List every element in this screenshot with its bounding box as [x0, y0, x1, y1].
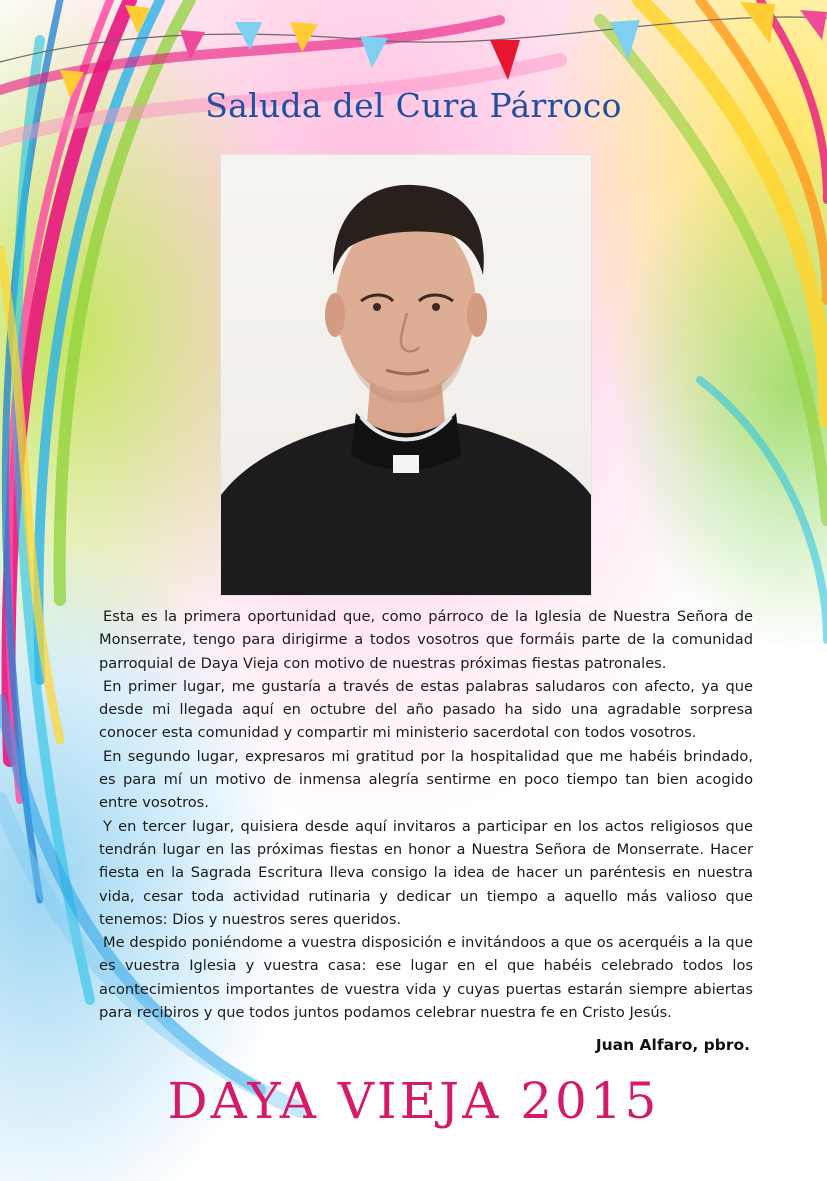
portrait-illustration: [221, 155, 591, 595]
page-title: Saluda del Cura Párroco: [205, 86, 622, 125]
priest-portrait: [221, 155, 591, 595]
footer-title: DAYA VIEJA 2015: [167, 1072, 660, 1130]
paragraph-3: En segundo lugar, expresaros mi gratitud por la hospitalidad que me habéis brindado, es para mí un motivo de inmensa alegría sentirme en poco tiempo tan bien acogido entre vosotros.: [99, 747, 753, 812]
paragraph-5: Me despido poniéndome a vuestra disposición e invitándoos a que os acerquéis a la que es vuestra Iglesia y vuestra casa: ese lugar en el que habéis celebrado todos los acontecimientos importantes de vuestra vida y cuyas puertas estarán siempre abiertas para recibiros y que todos juntos podamos celebrar nuestra fe en Cristo Jesús.: [99, 934, 753, 1022]
paragraph-1: Esta es la primera oportunidad que, como párroco de la Iglesia de Nuestra Señora de Monserrate, tengo para dirigirme a todos vosotros que formáis parte de la comunidad parroquial de Daya Vieja con motivo de nuestras próximas fiestas patronales.: [99, 608, 753, 672]
letter-body: [99, 605, 753, 1024]
signature: Juan Alfaro, pbro.: [595, 1036, 750, 1054]
paragraph-2: En primer lugar, me gustaría a través de estas palabras saludaros con afecto, ya que desde mi llegada aquí en octubre del año pasado ha sido una agradable sorpresa conocer esta comunidad y compartir mi ministerio sacerdotal con todos vosotros.: [99, 677, 753, 742]
paragraph-4: Y en tercer lugar, quisiera desde aquí invitaros a participar en los actos religiosos que tendrán lugar en las próximas fiestas en honor a Nuestra Señora de Monserrate. Hacer fiesta en la Sagrada Escritura lleva consigo la idea de hacer un paréntesis en nuestra vida, cesar toda actividad rutinaria y dedicar un tiempo a aquello más valioso que tenemos: Dios y nuestros seres queridos.: [99, 817, 753, 928]
